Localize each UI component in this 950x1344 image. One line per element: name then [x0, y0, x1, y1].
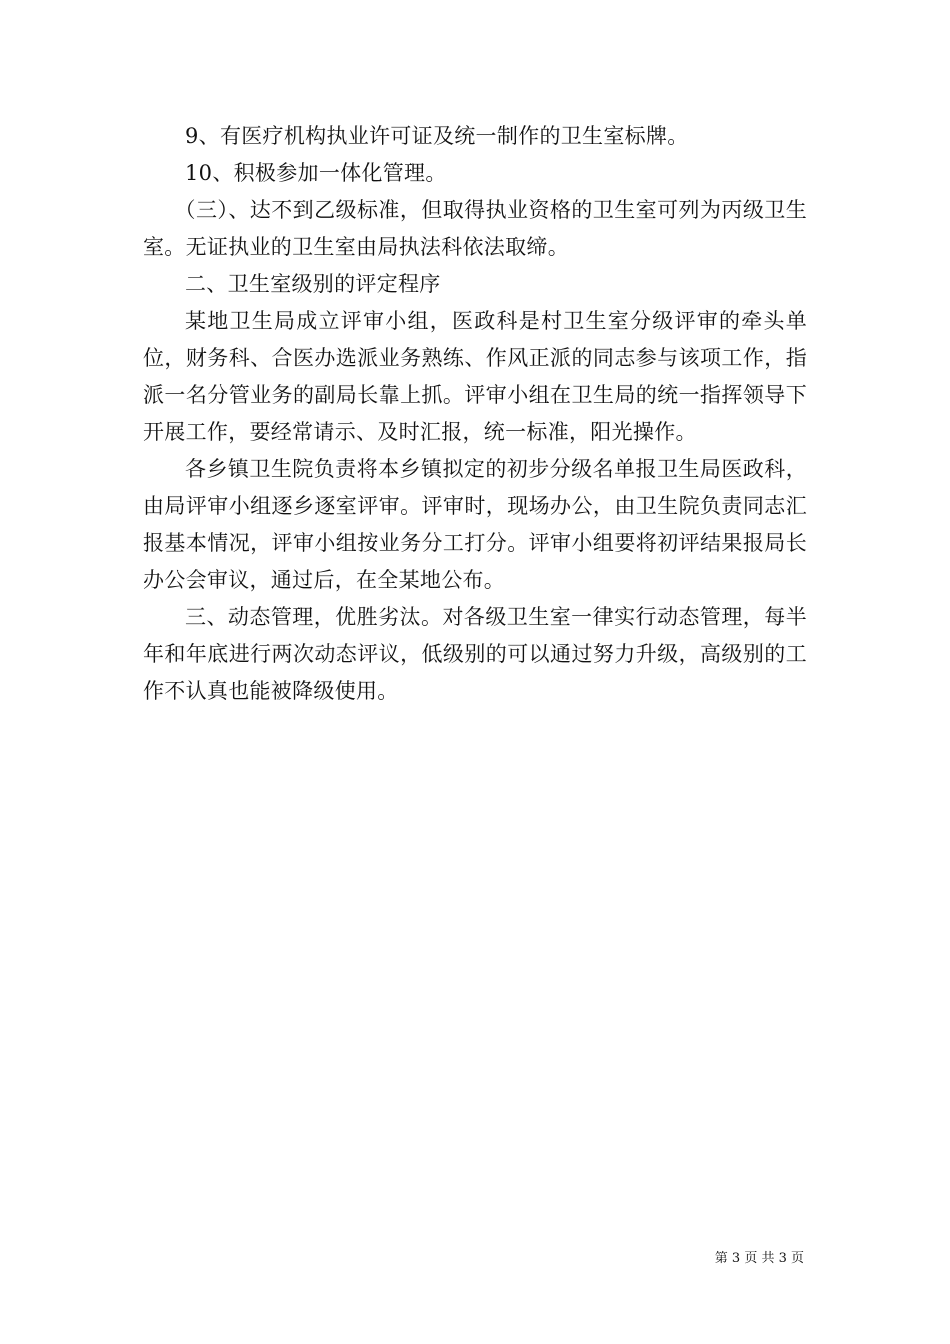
- paragraph-item-10: 10、积极参加一体化管理。: [185, 161, 447, 185]
- paragraph-review-team: 某地卫生局成立评审小组，医政科是村卫生室分级评审的牵头单位，财务科、合医办选派业务熟练、作风正派的同志参与该项工作，指派一名分管业务的副局长靠上抓。评审小组在卫生局的统一指挥领导下开展工作，要经常请示、及时汇报，统一标准，阳光操作。: [143, 309, 807, 444]
- section-heading-evaluation-procedure: 二、卫生室级别的评定程序: [185, 272, 441, 296]
- paragraph-grade-c: （三）、达不到乙级标准，但取得执业资格的卫生室可列为丙级卫生室。无证执业的卫生室由局执法科依法取缔。: [143, 198, 807, 259]
- paragraph-item-9: 9、有医疗机构执业许可证及统一制作的卫生室标牌。: [185, 124, 689, 148]
- paragraph-township-review: 各乡镇卫生院负责将本乡镇拟定的初步分级名单报卫生局医政科，由局评审小组逐乡逐室评审。评审时，现场办公，由卫生院负责同志汇报基本情况，评审小组按业务分工打分。评审小组要将初评结果报局长办公会审议，通过后，在全某地公布。: [143, 457, 807, 592]
- paragraph-dynamic-management: 三、动态管理，优胜劣汰。对各级卫生室一律实行动态管理，每半年和年底进行两次动态评议，低级别的可以通过努力升级，高级别的工作不认真也能被降级使用。: [143, 605, 807, 703]
- document-body: [143, 118, 807, 710]
- page-number: 第 3 页 共 3 页: [714, 1251, 804, 1266]
